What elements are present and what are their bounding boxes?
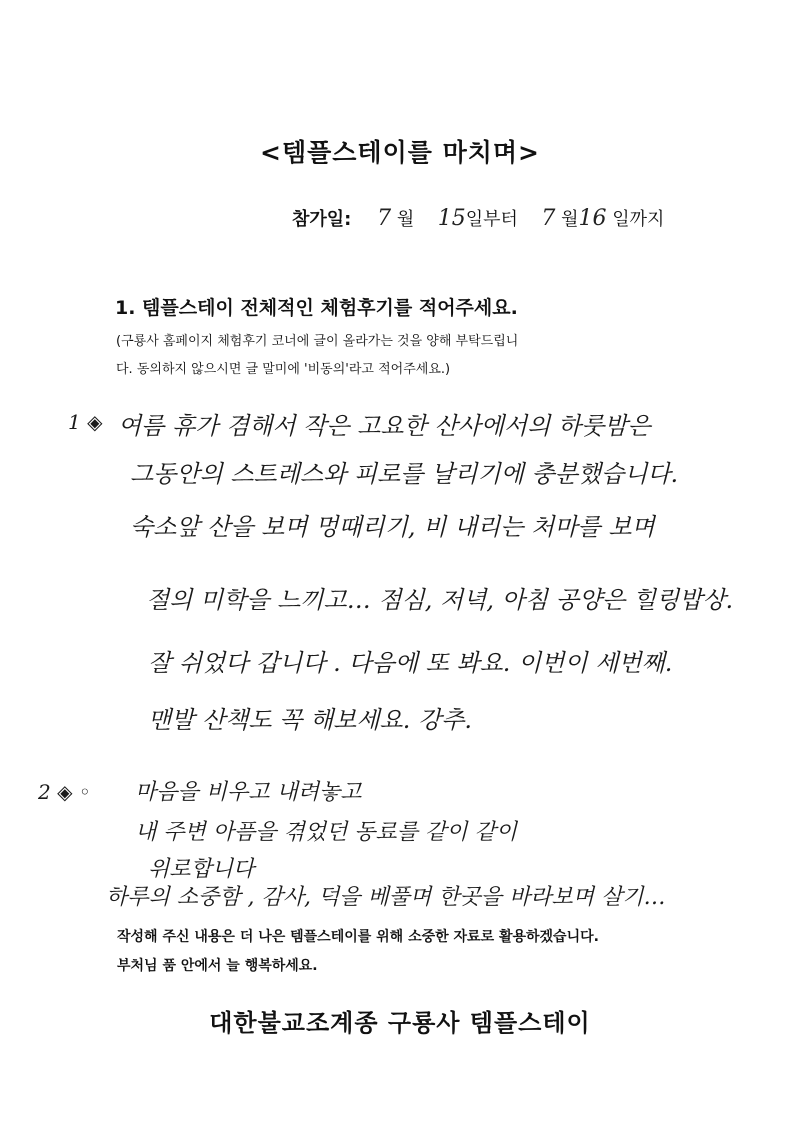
handwritten-line: 절의 미학을 느끼고… 점심, 저녁, 아침 공양은 힐링밥상. (146, 586, 734, 614)
consent-note-line: 다. 동의하지 않으시면 글 말미에 '비동의'라고 적어주세요.) (116, 362, 451, 377)
handwritten-line: 여름 휴가 겸해서 작은 고요한 산사에서의 하룻밤은 (118, 412, 651, 440)
handwritten-line: 잘 쉬었다 갑니다 . 다음에 또 봐요. 이번이 세번째. (148, 649, 673, 677)
handwritten-line: 숙소앞 산을 보며 멍때리기, 비 내리는 처마를 보며 (130, 513, 655, 541)
handwritten-line: 마음을 비우고 내려놓고 (135, 780, 362, 805)
handwritten-line: 위로합니다 (148, 857, 255, 882)
from-text: 일부터 (465, 209, 518, 230)
answer-1-marker: 1 ◈ (68, 410, 103, 434)
handwritten-line: 내 주변 아픔을 겪었던 동료를 같이 같이 (135, 820, 517, 845)
form-title: <템플스테이를 마치며> (260, 138, 540, 167)
participation-period (292, 205, 664, 231)
start-month: 7 (377, 206, 392, 231)
handwritten-line: 하루의 소중함 , 감사, 덕을 베풀며 한곳을 바라보며 살기… (106, 885, 666, 910)
until-text: 일까지 (612, 209, 665, 230)
handwritten-line: 그동안의 스트레스와 피로를 날리기에 충분했습니다. (130, 460, 679, 488)
start-month-unit: 월 (396, 209, 415, 230)
answer-2-marker: 2 ◈ ◦ (38, 780, 91, 804)
question-1: 1. 템플스테이 전체적인 체험후기를 적어주세요. (115, 297, 518, 319)
period-label: 참가일: (292, 209, 352, 230)
end-month-unit: 월 (561, 209, 579, 230)
handwritten-line: 맨발 산책도 꼭 해보세요. 강추. (148, 706, 472, 734)
consent-note-line: (구룡사 홈페이지 체험후기 코너에 글이 올라가는 것을 양해 부탁드립니 (116, 334, 519, 349)
start-day: 15 (437, 206, 466, 231)
organization-name: 대한불교조계종 구룡사 템플스테이 (209, 1009, 591, 1037)
closing-message: 부처님 품 안에서 늘 행복하세요. (117, 958, 318, 974)
end-month: 7 (541, 206, 556, 231)
end-day: 16 (578, 206, 607, 231)
closing-message: 작성해 주신 내용은 더 나은 템플스테이를 위해 소중한 자료로 활용하겠습니다. (117, 929, 599, 945)
